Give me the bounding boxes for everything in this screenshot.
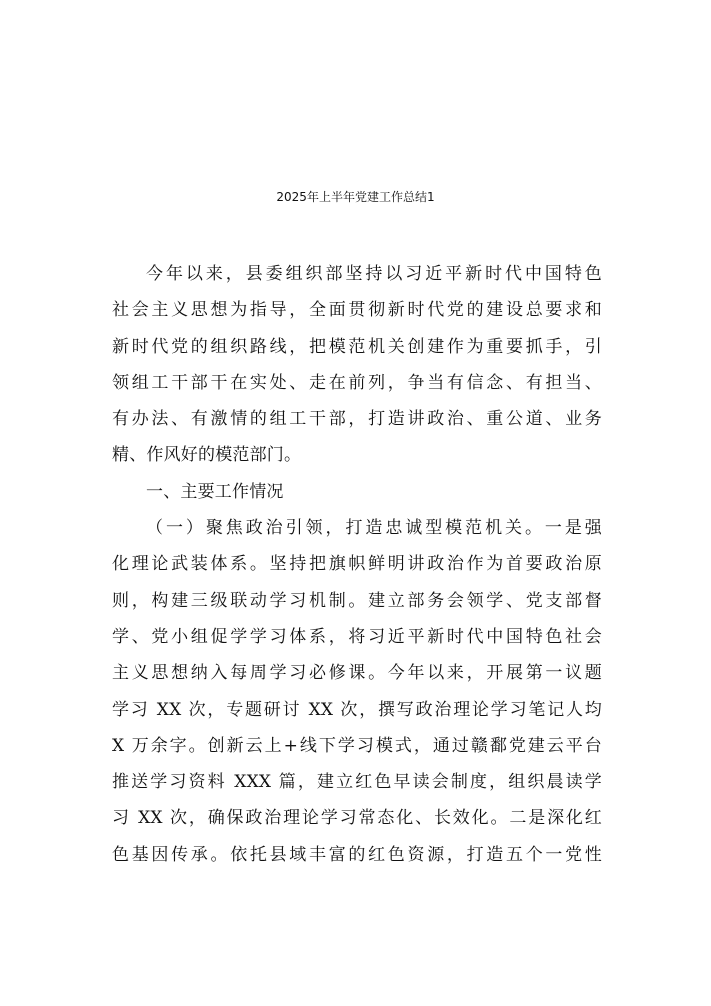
body-line-1: 今年以来，县委组织部坚持以习近平新时代中国特色	[146, 264, 602, 284]
body-line-11: 学、党小组促学学习体系，将习近平新时代中国特色社会	[112, 626, 602, 647]
body-line-12: 主义思想纳入每周学习必修课。今年以来，开展第一议题	[112, 663, 602, 684]
body-line-9: 化理论武装体系。坚持把旗帜鲜明讲政治作为首要政治原	[112, 554, 602, 575]
document-title: 2025年上半年党建工作总结1	[276, 190, 435, 204]
body-line-15: 推送学习资料 XXX 篇，建立红色早读会制度，组织晨读学	[112, 772, 602, 793]
body-line-10: 则，构建三级联动学习机制。建立部务会领学、党支部督	[112, 590, 602, 611]
body-line-17: 色基因传承。依托县域丰富的红色资源，打造五个一党性	[112, 844, 602, 865]
document-body	[112, 256, 602, 873]
body-line-14: X 万余字。创新云上+线下学习模式，通过赣鄱党建云平台	[112, 735, 602, 756]
body-line-2: 社会主义思想为指导，全面贯彻新时代党的建设总要求和	[112, 300, 602, 321]
body-line-13: 学习 XX 次，专题研讨 XX 次，撰写政治理论学习笔记人均	[112, 699, 602, 720]
body-line-4: 领组工干部干在实处、走在前列，争当有信念、有担当、	[112, 372, 602, 393]
body-line-8: （一）聚焦政治引领，打造忠诚型模范机关。一是强	[146, 518, 602, 539]
body-line-3: 新时代党的组织路线，把模范机关创建作为重要抓手，引	[112, 336, 602, 357]
body-line-16: 习 XX 次，确保政治理论学习常态化、长效化。二是深化红	[112, 808, 602, 829]
body-line-6: 精、作风好的模范部门。	[112, 445, 302, 466]
body-line-5: 有办法、有激情的组工干部，打造讲政治、重公道、业务	[112, 409, 602, 430]
section-heading: 一、主要工作情况	[146, 481, 284, 502]
